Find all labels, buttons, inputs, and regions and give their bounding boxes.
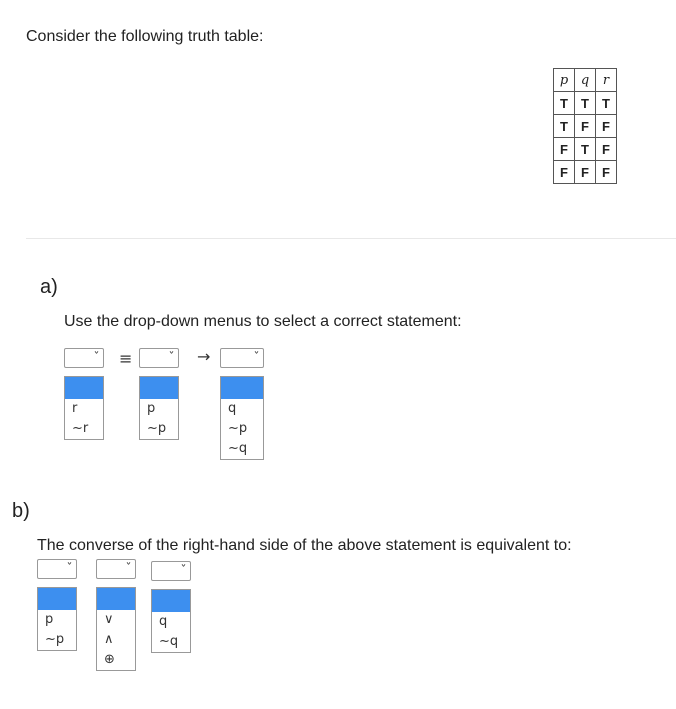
implication-operator: → (197, 347, 211, 366)
dropdown-toggle[interactable] (139, 348, 179, 368)
dropdown-list (64, 376, 104, 440)
table-cell: T (596, 92, 617, 115)
dropdown-list (139, 376, 179, 440)
question-prompt: Consider the following truth table: (26, 28, 264, 45)
dropdown-list (151, 589, 191, 653)
dropdown-list (37, 587, 77, 651)
table-row (554, 138, 617, 161)
dropdown-option[interactable]: p (147, 401, 156, 416)
chevron-down-icon: ˅ (66, 562, 73, 573)
chevron-down-icon: ˅ (125, 562, 132, 573)
header-p: p (554, 69, 575, 92)
chevron-down-icon: ˅ (168, 351, 175, 362)
table-cell: T (554, 115, 575, 138)
dropdown-option[interactable]: p (45, 612, 54, 627)
part-b-dropdown-3[interactable] (151, 561, 191, 653)
header-q: q (575, 69, 596, 92)
dropdown-option-selected[interactable] (38, 588, 76, 610)
dropdown-option[interactable]: r (72, 401, 78, 416)
part-a-instruction: Use the drop-down menus to select a correct statement: (64, 313, 462, 330)
table-cell: T (575, 138, 596, 161)
equivalence-operator: ≡ (119, 349, 133, 368)
dropdown-option[interactable]: ~r (72, 421, 89, 436)
dropdown-option-selected[interactable] (97, 588, 135, 610)
table-cell: T (575, 92, 596, 115)
chevron-down-icon: ˅ (180, 564, 187, 575)
dropdown-option-selected[interactable] (221, 377, 263, 399)
dropdown-option[interactable]: ∧ (104, 632, 114, 647)
dropdown-option[interactable]: ⊕ (104, 652, 115, 667)
dropdown-toggle[interactable] (151, 561, 191, 581)
table-cell: F (596, 161, 617, 184)
table-cell: F (554, 161, 575, 184)
table-cell: F (554, 138, 575, 161)
table-row (554, 92, 617, 115)
dropdown-option[interactable]: ∨ (104, 612, 114, 627)
part-a-label: a) (40, 276, 58, 298)
truth-table (553, 68, 617, 184)
dropdown-option[interactable]: q (228, 401, 237, 416)
dropdown-toggle[interactable] (96, 559, 136, 579)
table-row (554, 161, 617, 184)
part-b-label: b) (12, 500, 30, 522)
header-r: r (596, 69, 617, 92)
dropdown-list (220, 376, 264, 460)
part-b-dropdown-1[interactable] (37, 559, 77, 651)
part-a-dropdown-1[interactable] (64, 348, 104, 440)
dropdown-option-selected[interactable] (152, 590, 190, 612)
table-row (554, 115, 617, 138)
dropdown-option-selected[interactable] (140, 377, 178, 399)
dropdown-toggle[interactable] (64, 348, 104, 368)
chevron-down-icon: ˅ (253, 351, 260, 362)
dropdown-toggle[interactable] (37, 559, 77, 579)
dropdown-option[interactable]: ~q (159, 634, 179, 649)
dropdown-toggle[interactable] (220, 348, 264, 368)
section-divider (26, 238, 676, 239)
part-a-dropdown-2[interactable] (139, 348, 179, 440)
dropdown-option[interactable]: ~p (147, 421, 167, 436)
truth-table-header-row (554, 69, 617, 92)
part-a-dropdown-3[interactable] (220, 348, 264, 460)
dropdown-option[interactable]: q (159, 614, 168, 629)
table-cell: T (554, 92, 575, 115)
dropdown-list (96, 587, 136, 671)
dropdown-option[interactable]: ~p (228, 421, 248, 436)
table-cell: F (575, 161, 596, 184)
chevron-down-icon: ˅ (93, 351, 100, 362)
part-b-instruction: The converse of the right-hand side of the above statement is equivalent to: (37, 537, 572, 554)
dropdown-option-selected[interactable] (65, 377, 103, 399)
dropdown-option[interactable]: ~q (228, 441, 248, 456)
table-cell: F (596, 115, 617, 138)
table-cell: F (575, 115, 596, 138)
dropdown-option[interactable]: ~p (45, 632, 65, 647)
part-b-dropdown-2[interactable] (96, 559, 136, 671)
table-cell: F (596, 138, 617, 161)
